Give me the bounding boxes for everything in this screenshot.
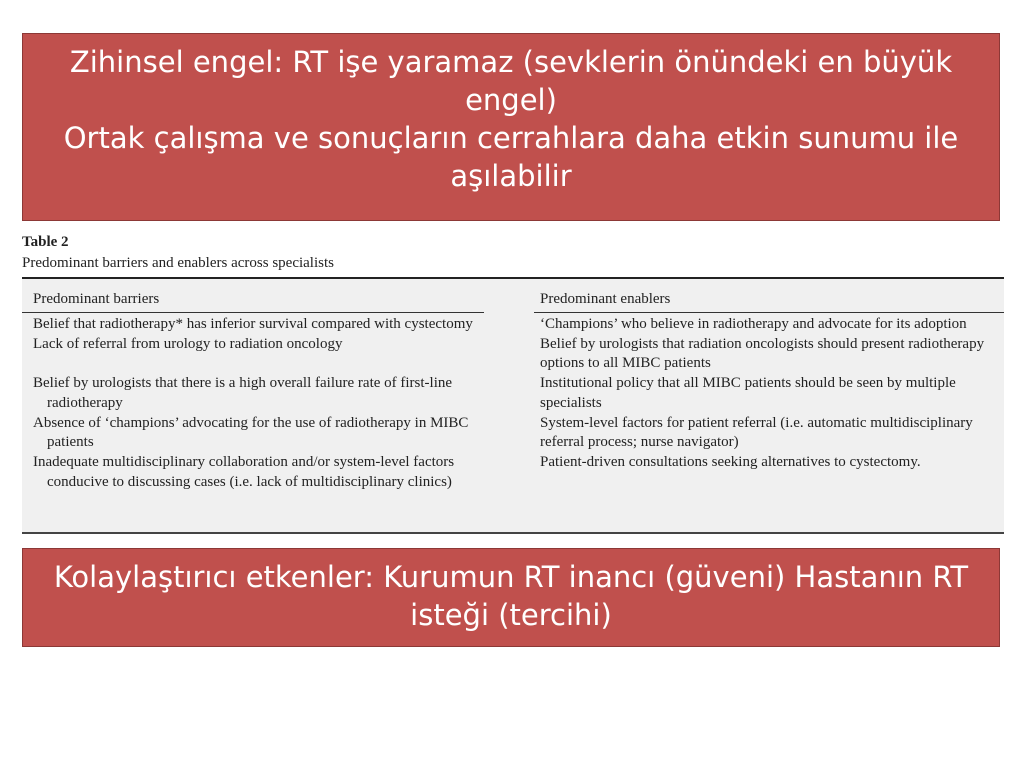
top-banner-line-3: Ortak çalışma ve sonuçların cerrahlara daha etkin sunumu ile (63, 121, 959, 155)
barrier-item: Lack of referral from urology to radiation oncology (33, 335, 343, 352)
column-header-barriers: Predominant barriers (33, 291, 160, 307)
top-banner-line-2: engel) (465, 83, 557, 117)
barriers-column (33, 315, 488, 492)
top-banner-line-1: Zihinsel engel: RT işe yaramaz (sevklerin önündeki en büyük (69, 45, 953, 79)
barrier-item: Inadequate multidisciplinary collaboration and/or system-level factors conducive to discussing cases (i.e. lack of multidisciplinary clinics) (33, 453, 455, 490)
enabler-item: ‘Champions’ who believe in radiotherapy and advocate for its adoption (540, 316, 967, 332)
enablers-column (540, 315, 1000, 473)
bottom-banner-line-2: isteği (tercihi) (410, 598, 612, 632)
table-figure (22, 232, 1004, 534)
enabler-item: Belief by urologists that radiation oncologists should present radiotherapy options to all MIBC patients (540, 335, 985, 372)
top-banner (22, 33, 1000, 221)
table-header-row (22, 279, 1004, 312)
table-caption: Table 2 (22, 234, 69, 250)
top-banner-line-4: aşılabilir (450, 159, 572, 193)
column-header-enablers: Predominant enablers (540, 291, 671, 307)
barriers-enablers-table (22, 277, 1004, 534)
table-subtitle: Predominant barriers and enablers across specialists (22, 255, 334, 271)
barrier-item: Belief that radiotherapy* has inferior survival compared with cystectomy (33, 316, 473, 332)
header-divider-left (22, 312, 484, 313)
barrier-item: Absence of ‘champions’ advocating for the use of radiotherapy in MIBC patients (33, 414, 469, 451)
bottom-banner (22, 548, 1000, 647)
enabler-item: Institutional policy that all MIBC patients should be seen by multiple specialists (540, 375, 956, 411)
barrier-item: Belief by urologists that there is a high overall failure rate of first-line radiotherapy (33, 375, 453, 411)
header-divider-right (534, 312, 1004, 313)
enabler-item: Patient-driven consultations seeking alternatives to cystectomy. (540, 453, 921, 470)
bottom-banner-line-1: Kolaylaştırıcı etkenler: Kurumun RT inancı (güveni) Hastanın RT (53, 560, 969, 594)
enabler-item: System-level factors for patient referral (i.e. automatic multidisciplinary referral process; nurse navigator) (540, 414, 973, 451)
